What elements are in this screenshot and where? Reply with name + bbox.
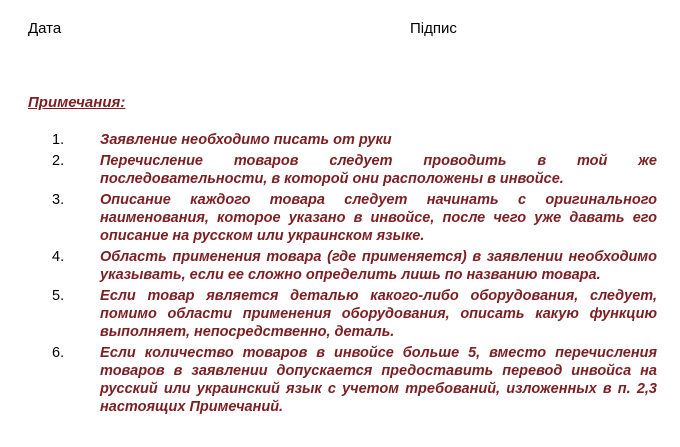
note-text: Перечисление товаров следует проводить в той же последовательности, в которой они расположены в инвойсе. bbox=[100, 153, 657, 187]
notes-list bbox=[52, 131, 657, 419]
note-text: Если товар является деталью какого-либо оборудования, следует, помимо области применения оборудования, описать какую функцию выполняет, непосредственно, деталь. bbox=[100, 288, 657, 340]
note-item bbox=[52, 191, 657, 245]
note-number: 1. bbox=[52, 132, 65, 148]
note-item bbox=[52, 287, 657, 341]
date-label: Дата bbox=[28, 20, 62, 37]
note-number: 4. bbox=[52, 249, 65, 265]
note-text: Область применения товара (где применяется) в заявлении необходимо указывать, если ее сложно определить лишь по названию товара. bbox=[100, 249, 657, 283]
signature-label: Підпис bbox=[410, 20, 457, 37]
note-text: Если количество товаров в инвойсе больше 5, вместо перечисления товаров в заявлении допускается предоставить перевод инвойса на русский или украинский язык с учетом требований, изложенных в п. 2,3 настоящих Примечаний. bbox=[100, 345, 657, 415]
note-item bbox=[52, 131, 657, 149]
note-item bbox=[52, 152, 657, 188]
note-text: Заявление необходимо писать от руки bbox=[100, 132, 392, 148]
notes-heading: Примечания: bbox=[28, 94, 126, 111]
note-item bbox=[52, 248, 657, 284]
note-number: 6. bbox=[52, 345, 65, 361]
note-text: Описание каждого товара следует начинать с оригинального наименования, которое указано в инвойсе, после чего уже давать его описание на русском или украинском языке. bbox=[100, 192, 657, 244]
note-number: 3. bbox=[52, 192, 65, 208]
note-number: 2. bbox=[52, 153, 65, 169]
note-number: 5. bbox=[52, 288, 65, 304]
note-item bbox=[52, 344, 657, 416]
